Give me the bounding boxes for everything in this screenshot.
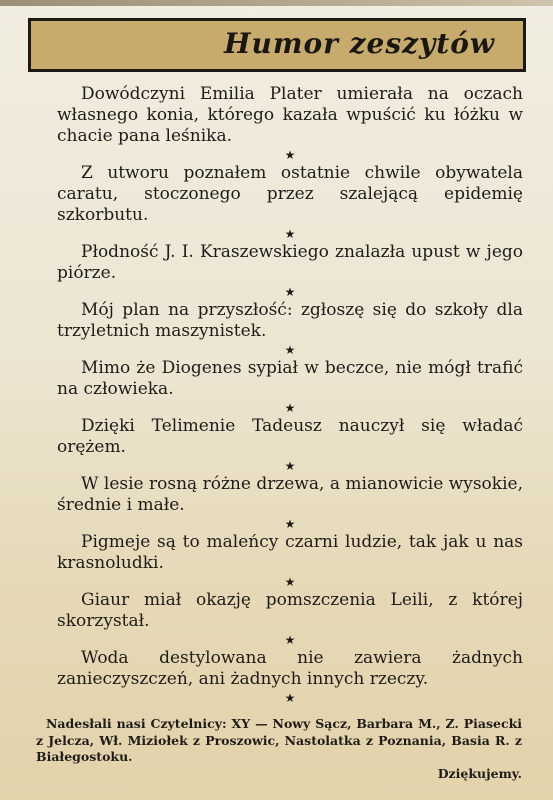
- star-separator-icon: ★: [284, 517, 296, 531]
- joke-item: Mimo że Diogenes sypiał w beczce, nie mógł trafić na człowieka.: [57, 358, 523, 399]
- top-edge-strip: [0, 0, 553, 6]
- joke-item: W lesie rosną różne drzewa, a mianowicie wysokie, średnie i małe.: [57, 474, 523, 515]
- star-separator-icon: ★: [284, 227, 296, 241]
- section-title: Humor zeszytów: [224, 27, 495, 60]
- star-separator-icon: ★: [284, 691, 296, 705]
- star-separator-icon: ★: [284, 343, 296, 357]
- star-separator-icon: ★: [284, 633, 296, 647]
- joke-item: Woda destylowana nie zawiera żadnych zanieczyszczeń, ani żadnych innych rzeczy.: [57, 648, 523, 689]
- joke-item: Z utworu poznałem ostatnie chwile obywatela caratu, stoczonego przez szalejącą epidemię szkorbutu.: [57, 163, 523, 225]
- reader-credits: [36, 716, 522, 782]
- star-separator-icon: ★: [284, 401, 296, 415]
- star-separator-icon: ★: [284, 148, 296, 162]
- jokes-column: [57, 84, 523, 706]
- star-separator-icon: ★: [284, 575, 296, 589]
- joke-item: Giaur miał okazję pomszczenia Leili, z której skorzystał.: [57, 590, 523, 631]
- header-banner: [28, 18, 526, 72]
- joke-item: Mój plan na przyszłość: zgłoszę się do szkoły dla trzyletnich maszynistek.: [57, 300, 523, 341]
- credits-text: Nadesłali nasi Czytelnicy: XY — Nowy Sącz, Barbara M., Z. Piasecki z Jelcza, Wł. Miziołek z Proszowic, Nastolatka z Poznania, Basia R. z Białegostoku.: [36, 716, 522, 764]
- joke-item: Pigmeje są to maleńcy czarni ludzie, tak jak u nas krasnoludki.: [57, 532, 523, 573]
- joke-item: Płodność J. I. Kraszewskiego znalazła upust w jego piórze.: [57, 242, 523, 283]
- joke-item: Dzięki Telimenie Tadeusz nauczył się władać orężem.: [57, 416, 523, 457]
- thanks-text: Dziękujemy.: [437, 765, 522, 781]
- star-separator-icon: ★: [284, 459, 296, 473]
- joke-item: Dowódczyni Emilia Plater umierała na oczach własnego konia, którego kazała wpuścić ku łóżku w chacie pana leśnika.: [57, 84, 523, 146]
- star-separator-icon: ★: [284, 285, 296, 299]
